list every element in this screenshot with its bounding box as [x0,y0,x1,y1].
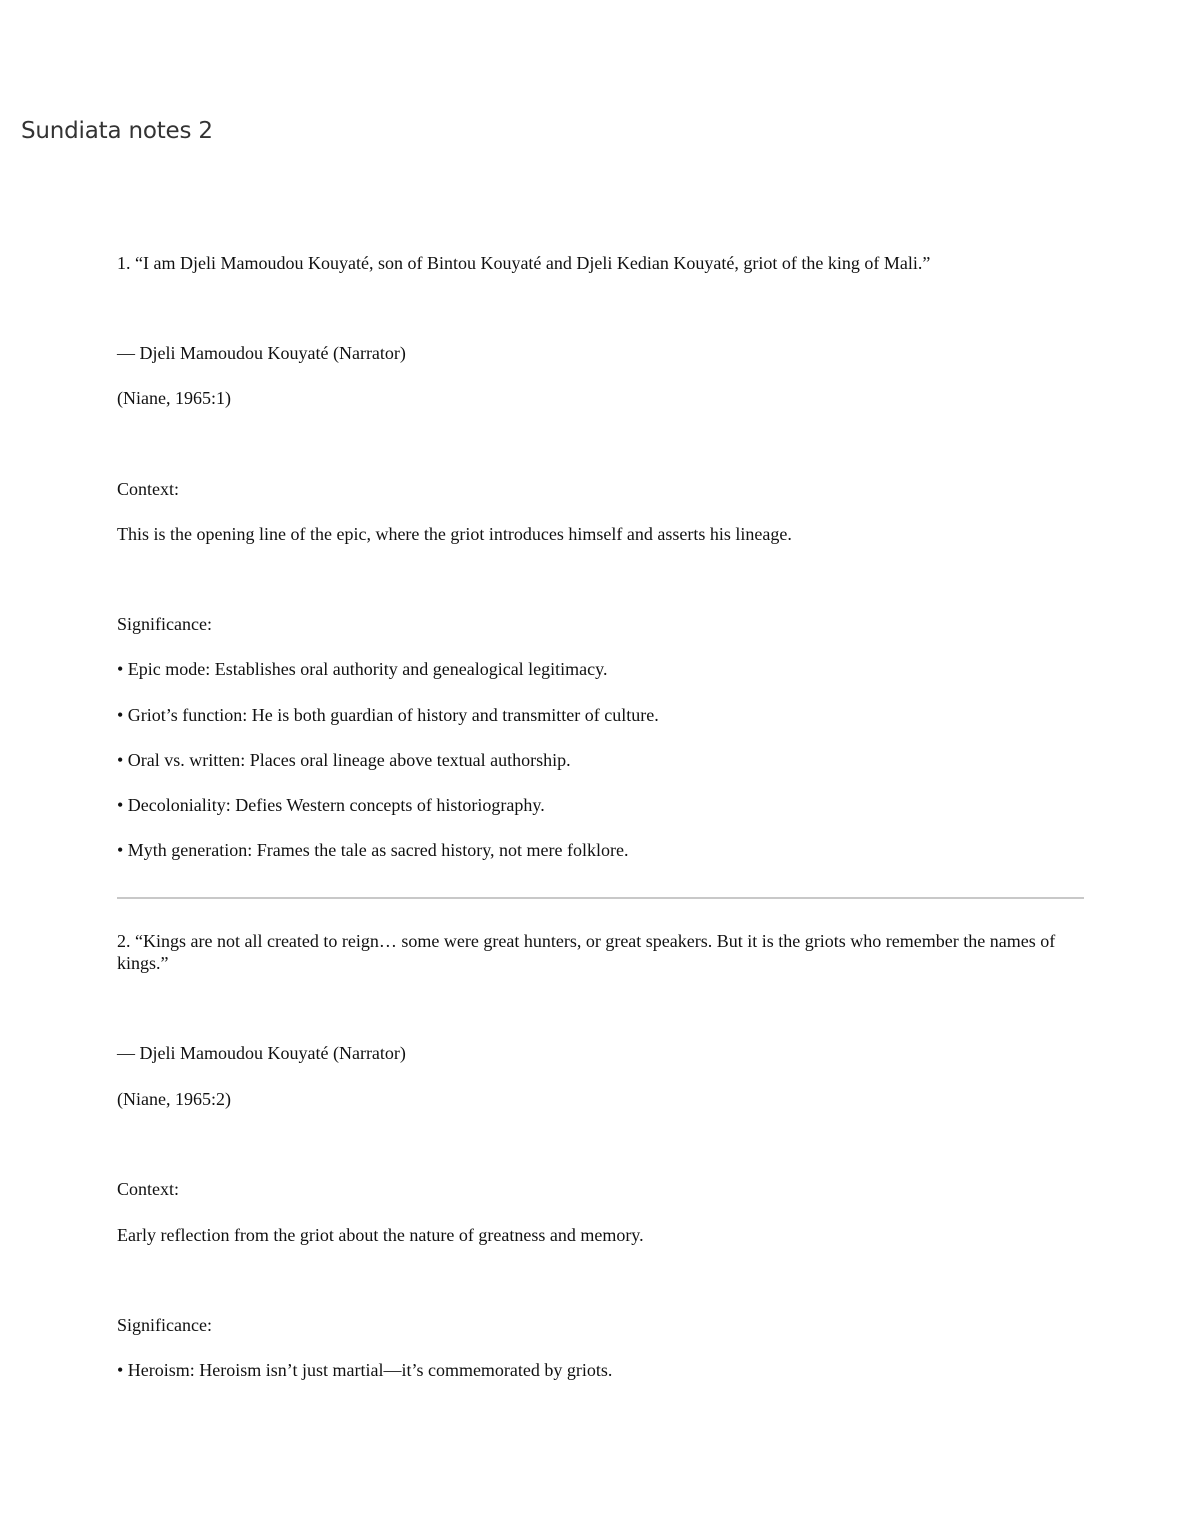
context-label-1: Context: [117,479,179,499]
context-text-1: This is the opening line of the epic, where the griot introduces himself and asserts his lineage. [117,524,792,544]
significance-point: • Epic mode: Establishes oral authority and genealogical legitimacy. [117,659,608,679]
context-label-2: Context: [117,1179,179,1199]
significance-point: • Griot’s function: He is both guardian of history and transmitter of culture. [117,705,659,725]
significance-point: • Myth generation: Frames the tale as sacred history, not mere folklore. [117,840,629,860]
significance-point: • Oral vs. written: Places oral lineage above textual authorship. [117,750,571,770]
speaker-2: — Djeli Mamoudou Kouyaté (Narrator) [117,1043,406,1063]
significance-label-1: Significance: [117,614,212,634]
speaker-1: — Djeli Mamoudou Kouyaté (Narrator) [117,343,406,363]
context-text-2: Early reflection from the griot about the nature of greatness and memory. [117,1225,644,1245]
section-divider [117,897,1084,899]
citation-1: (Niane, 1965:1) [117,388,231,408]
citation-2: (Niane, 1965:2) [117,1089,231,1109]
document-title: Sundiata notes 2 [21,118,213,144]
significance-label-2: Significance: [117,1315,212,1335]
quote-2: 2. “Kings are not all created to reign… some were great hunters, or great speakers. But it is the griots who remember the names of kings.” [117,931,1056,973]
significance-point: • Decoloniality: Defies Western concepts of historiography. [117,795,545,815]
significance-point: • Heroism: Heroism isn’t just martial—it’s commemorated by griots. [117,1360,613,1380]
quote-1: 1. “I am Djeli Mamoudou Kouyaté, son of Bintou Kouyaté and Djeli Kedian Kouyaté, griot of the king of Mali.” [117,253,931,273]
